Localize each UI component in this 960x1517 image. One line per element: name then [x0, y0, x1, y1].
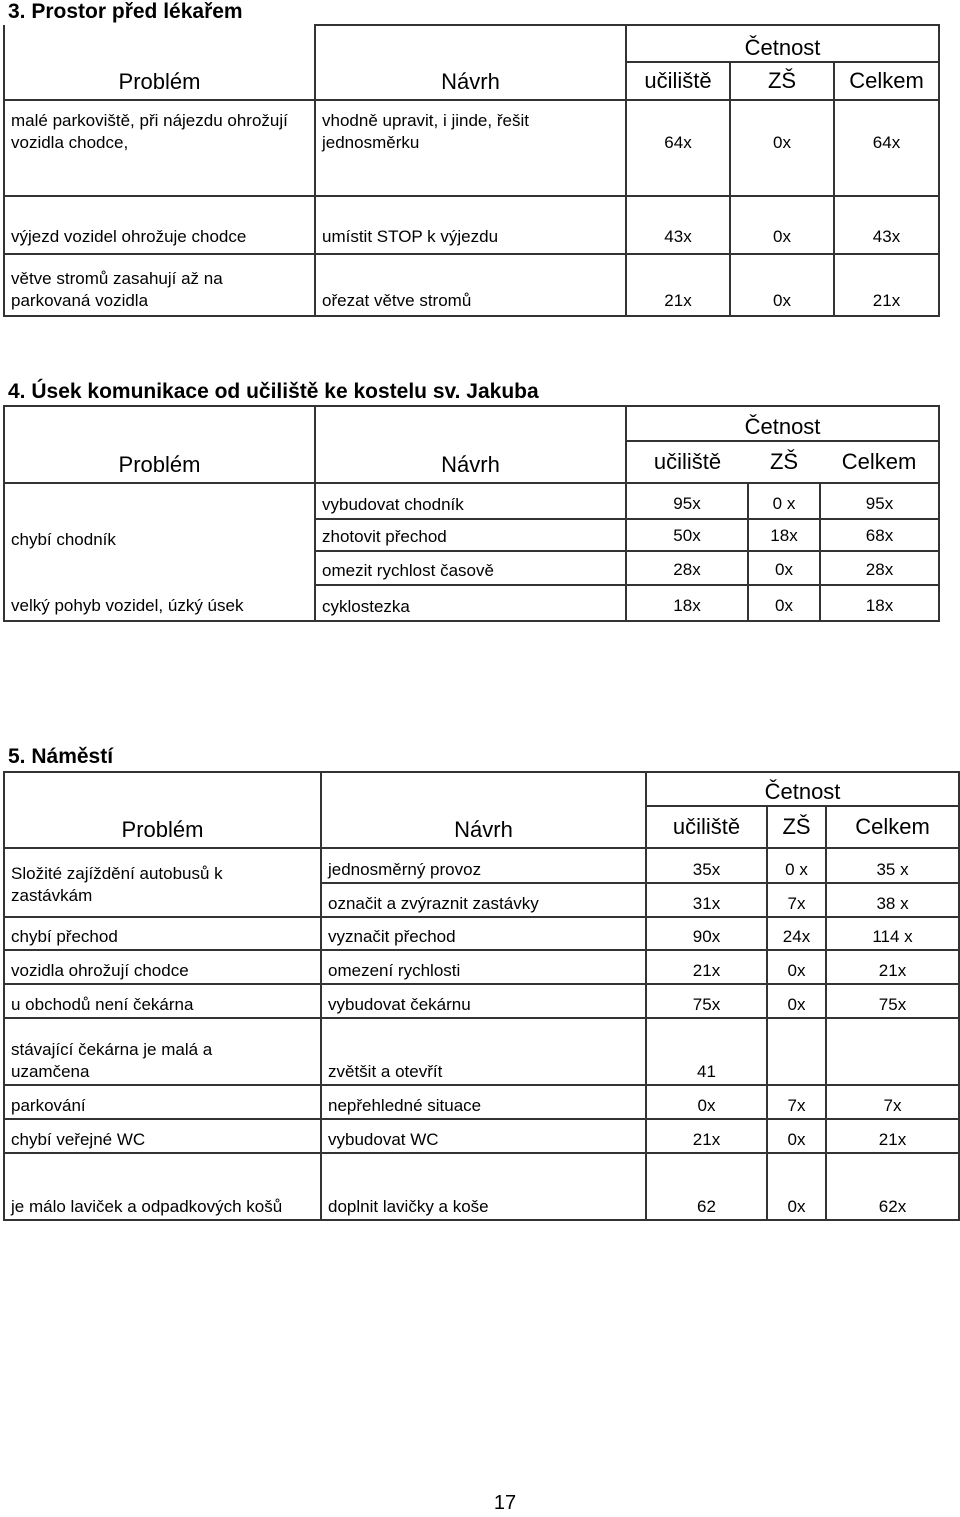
uciliste-cell: 95x	[626, 483, 748, 519]
uciliste-cell: 21x	[646, 950, 767, 984]
zs-cell: 0x	[748, 585, 820, 621]
navrh-cell: doplnit lavičky a koše	[321, 1153, 646, 1220]
celkem-cell	[826, 1018, 959, 1085]
navrh-cell: vybudovat chodník	[315, 483, 626, 519]
header-cetnost: Četnost	[626, 25, 939, 62]
celkem-cell: 75x	[826, 984, 959, 1018]
uciliste-cell: 0x	[646, 1085, 767, 1119]
problem-cell: Složité zajíždění autobusů k zastávkám	[4, 848, 321, 917]
zs-cell: 24x	[767, 917, 826, 950]
header-problem: Problém	[4, 25, 315, 100]
header-navrh: Návrh	[315, 25, 626, 100]
problem-cell: stávající čekárna je malá a uzamčena	[4, 1018, 321, 1085]
problem-cell: u obchodů není čekárna	[4, 984, 321, 1018]
header-cetnost: Četnost	[626, 406, 939, 441]
celkem-cell: 114 x	[826, 917, 959, 950]
header-navrh: Návrh	[315, 406, 626, 483]
celkem-cell: 95x	[820, 483, 939, 519]
celkem-cell: 62x	[826, 1153, 959, 1220]
navrh-cell: zvětšit a otevřít	[321, 1018, 646, 1085]
uciliste-cell: 64x	[626, 100, 730, 196]
navrh-cell: vyznačit přechod	[321, 917, 646, 950]
header-celkem: Celkem	[826, 806, 959, 848]
celkem-cell: 38 x	[826, 883, 959, 917]
celkem-cell: 21x	[826, 1119, 959, 1153]
zs-cell: 0x	[748, 551, 820, 585]
uciliste-cell: 41	[646, 1018, 767, 1085]
zs-cell: 0x	[730, 254, 834, 316]
table-row	[4, 483, 939, 519]
zs-cell: 0x	[767, 1119, 826, 1153]
uciliste-cell: 50x	[626, 519, 748, 551]
zs-cell: 0x	[767, 1153, 826, 1220]
celkem-cell: 28x	[820, 551, 939, 585]
table-row	[4, 1018, 959, 1085]
celkem-cell: 64x	[834, 100, 939, 196]
problem-cell: větve stromů zasahují až na parkovaná vozidla	[4, 254, 315, 316]
zs-cell: 0 x	[767, 848, 826, 883]
uciliste-cell: 28x	[626, 551, 748, 585]
celkem-cell: 18x	[820, 585, 939, 621]
header-uciliste: učiliště	[626, 441, 748, 483]
navrh-cell: omezení rychlosti	[321, 950, 646, 984]
section-4-title: 4. Úsek komunikace od učiliště ke kostelu sv. Jakuba	[8, 380, 539, 403]
navrh-cell: jednosměrný provoz	[321, 848, 646, 883]
header-zs: ZŠ	[730, 62, 834, 100]
table-row	[4, 1119, 959, 1153]
table-row	[4, 196, 939, 254]
navrh-cell: umístit STOP k výjezdu	[315, 196, 626, 254]
celkem-cell: 35 x	[826, 848, 959, 883]
celkem-cell: 68x	[820, 519, 939, 551]
header-problem: Problém	[4, 406, 315, 483]
table-row	[4, 917, 959, 950]
navrh-cell: zhotovit přechod	[315, 519, 626, 551]
celkem-cell: 43x	[834, 196, 939, 254]
navrh-cell: nepřehledné situace	[321, 1085, 646, 1119]
zs-cell: 7x	[767, 1085, 826, 1119]
table-row	[4, 254, 939, 316]
header-problem: Problém	[4, 772, 321, 848]
problem-cell: velký pohyb vozidel, úzký úsek	[4, 551, 315, 621]
navrh-cell: vybudovat WC	[321, 1119, 646, 1153]
zs-cell	[767, 1018, 826, 1085]
problem-cell: parkování	[4, 1085, 321, 1119]
navrh-cell: ořezat větve stromů	[315, 254, 626, 316]
problem-cell: chybí veřejné WC	[4, 1119, 321, 1153]
table-row	[4, 950, 959, 984]
problem-cell: výjezd vozidel ohrožuje chodce	[4, 196, 315, 254]
celkem-cell: 7x	[826, 1085, 959, 1119]
uciliste-cell: 62	[646, 1153, 767, 1220]
problem-cell: malé parkoviště, při nájezdu ohrožují vozidla chodce,	[4, 100, 315, 196]
celkem-cell: 21x	[834, 254, 939, 316]
header-uciliste: učiliště	[626, 62, 730, 100]
header-navrh: Návrh	[321, 772, 646, 848]
section-4-table	[3, 405, 940, 622]
header-uciliste: učiliště	[646, 806, 767, 848]
table-row	[4, 984, 959, 1018]
table-row	[4, 848, 959, 883]
navrh-cell: vybudovat čekárnu	[321, 984, 646, 1018]
uciliste-cell: 75x	[646, 984, 767, 1018]
problem-cell: chybí přechod	[4, 917, 321, 950]
header-celkem: Celkem	[834, 62, 939, 100]
uciliste-cell: 43x	[626, 196, 730, 254]
navrh-cell: vhodně upravit, i jinde, řešit jednosměrku	[315, 100, 626, 196]
header-zs: ZŠ	[769, 449, 799, 474]
uciliste-cell: 31x	[646, 883, 767, 917]
table-row	[4, 1085, 959, 1119]
zs-cell: 0x	[767, 984, 826, 1018]
problem-cell: vozidla ohrožují chodce	[4, 950, 321, 984]
zs-cell: 7x	[767, 883, 826, 917]
navrh-cell: cyklostezka	[315, 585, 626, 621]
navrh-cell: označit a zvýraznit zastávky	[321, 883, 646, 917]
table-row	[4, 100, 939, 196]
uciliste-cell: 35x	[646, 848, 767, 883]
header-cetnost: Četnost	[646, 772, 959, 806]
page-number: 17	[493, 1492, 517, 1514]
zs-cell: 0x	[730, 100, 834, 196]
section-3-table	[3, 24, 940, 317]
zs-cell: 0 x	[748, 483, 820, 519]
uciliste-cell: 21x	[646, 1119, 767, 1153]
section-5-table	[3, 771, 960, 1221]
zs-cell: 18x	[748, 519, 820, 551]
table-row	[4, 551, 939, 585]
navrh-cell: omezit rychlost časově	[315, 551, 626, 585]
zs-cell: 0x	[730, 196, 834, 254]
uciliste-cell: 18x	[626, 585, 748, 621]
problem-cell: chybí chodník	[4, 483, 315, 551]
uciliste-cell: 21x	[626, 254, 730, 316]
header-celkem: Celkem	[820, 441, 939, 483]
section-5-title: 5. Náměstí	[8, 745, 114, 768]
header-zs: ZŠ	[767, 806, 826, 848]
zs-cell: 0x	[767, 950, 826, 984]
table-row	[4, 1153, 959, 1220]
celkem-cell: 21x	[826, 950, 959, 984]
uciliste-cell: 90x	[646, 917, 767, 950]
problem-cell: je málo laviček a odpadkových košů	[4, 1153, 321, 1220]
section-3-title: 3. Prostor před lékařem	[8, 0, 243, 23]
